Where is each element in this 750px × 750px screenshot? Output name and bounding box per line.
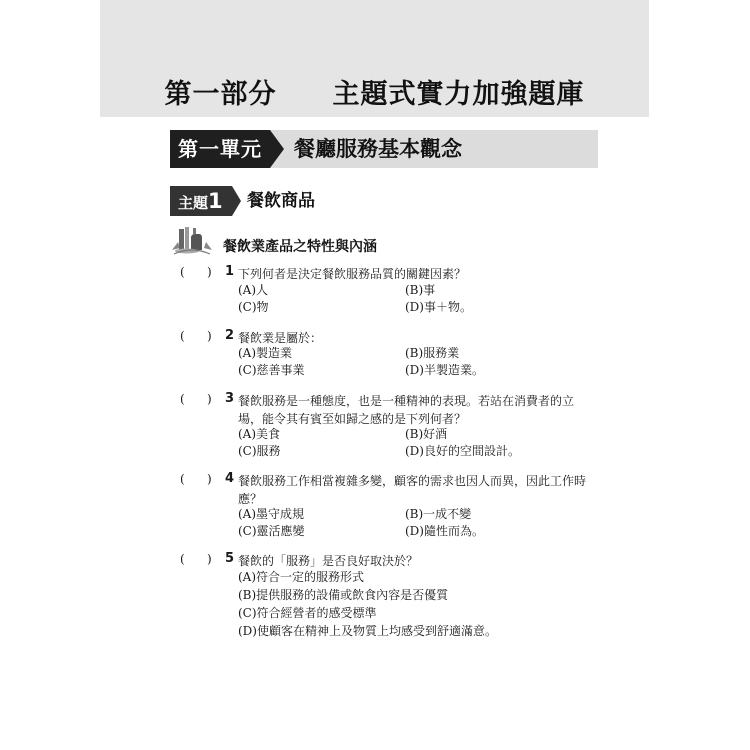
answer-paren-open: ( (180, 329, 185, 343)
option-a: (A)製造業 (238, 346, 293, 360)
option-a: (A)人 (238, 283, 269, 297)
answer-paren-open: ( (180, 392, 185, 406)
section-title: 餐飲業產品之特性與內涵 (223, 239, 377, 255)
option-c: (C)服務 (238, 444, 281, 458)
answer-paren-close: ) (207, 552, 212, 566)
answer-paren-open: ( (180, 472, 185, 486)
answer-paren-open: ( (180, 265, 185, 279)
option-c: (C)慈善事業 (238, 363, 305, 377)
option-c: (C)靈活應變 (238, 524, 305, 538)
question-number: 3 (225, 391, 235, 406)
question-number: 4 (225, 471, 235, 486)
answer-paren-open: ( (180, 552, 185, 566)
topic-number: 1 (208, 189, 223, 213)
option-a: (A)美食 (238, 427, 281, 441)
topic-label (170, 186, 232, 216)
question-stem: 餐飲業是屬於： (238, 331, 323, 345)
question-number: 2 (225, 328, 235, 343)
option-b: (B)提供服務的設備或飲食內容是否優質 (238, 588, 449, 602)
unit-arrow-icon (270, 130, 284, 168)
unit-label: 第一單元 (170, 130, 270, 168)
option-b: (B)好酒 (405, 427, 448, 441)
question-number: 1 (225, 264, 235, 279)
topic-title: 餐飲商品 (247, 191, 315, 211)
option-d: (D)隨性而為。 (405, 524, 484, 538)
option-a: (A)符合一定的服務形式 (238, 570, 365, 584)
question-stem: 下列何者是決定餐飲服務品質的關鍵因素？ (238, 267, 467, 281)
option-a: (A)墨守成規 (238, 507, 305, 521)
option-c: (C)物 (238, 300, 269, 314)
question-number: 5 (225, 551, 235, 566)
option-b: (B)事 (405, 283, 436, 297)
question-stem: 餐飲服務是一種態度，也是一種精神的表現。若站在消費者的立場，能令其有賓至如歸之感的是下列何者？ (238, 394, 575, 426)
option-d: (D)使顧客在精神上及物質上均感受到舒適滿意。 (238, 624, 497, 638)
part-title: 第一部分 主題式實力加強題庫 (164, 79, 585, 110)
option-c: (C)符合經營者的感受標準 (238, 606, 377, 620)
question-stem: 餐飲的「服務」是否良好取決於？ (238, 554, 419, 568)
restaurant-icon (170, 225, 214, 255)
answer-paren-close: ) (207, 265, 212, 279)
unit-title: 餐廳服務基本觀念 (294, 137, 462, 161)
topic-prefix: 主題 (178, 194, 209, 212)
answer-paren-close: ) (207, 329, 212, 343)
unit-bar (170, 130, 598, 168)
answer-paren-close: ) (207, 472, 212, 486)
topic-arrow-icon (232, 186, 241, 216)
option-b: (B)一成不變 (405, 507, 472, 521)
part-header (100, 0, 649, 117)
option-b: (B)服務業 (405, 346, 460, 360)
option-d: (D)事＋物。 (405, 300, 472, 314)
option-d: (D)良好的空間設計。 (405, 444, 520, 458)
option-d: (D)半製造業。 (405, 363, 484, 377)
question-stem: 餐飲服務工作相當複雜多變，顧客的需求也因人而異，因此工作時應？ (238, 474, 587, 506)
answer-paren-close: ) (207, 392, 212, 406)
